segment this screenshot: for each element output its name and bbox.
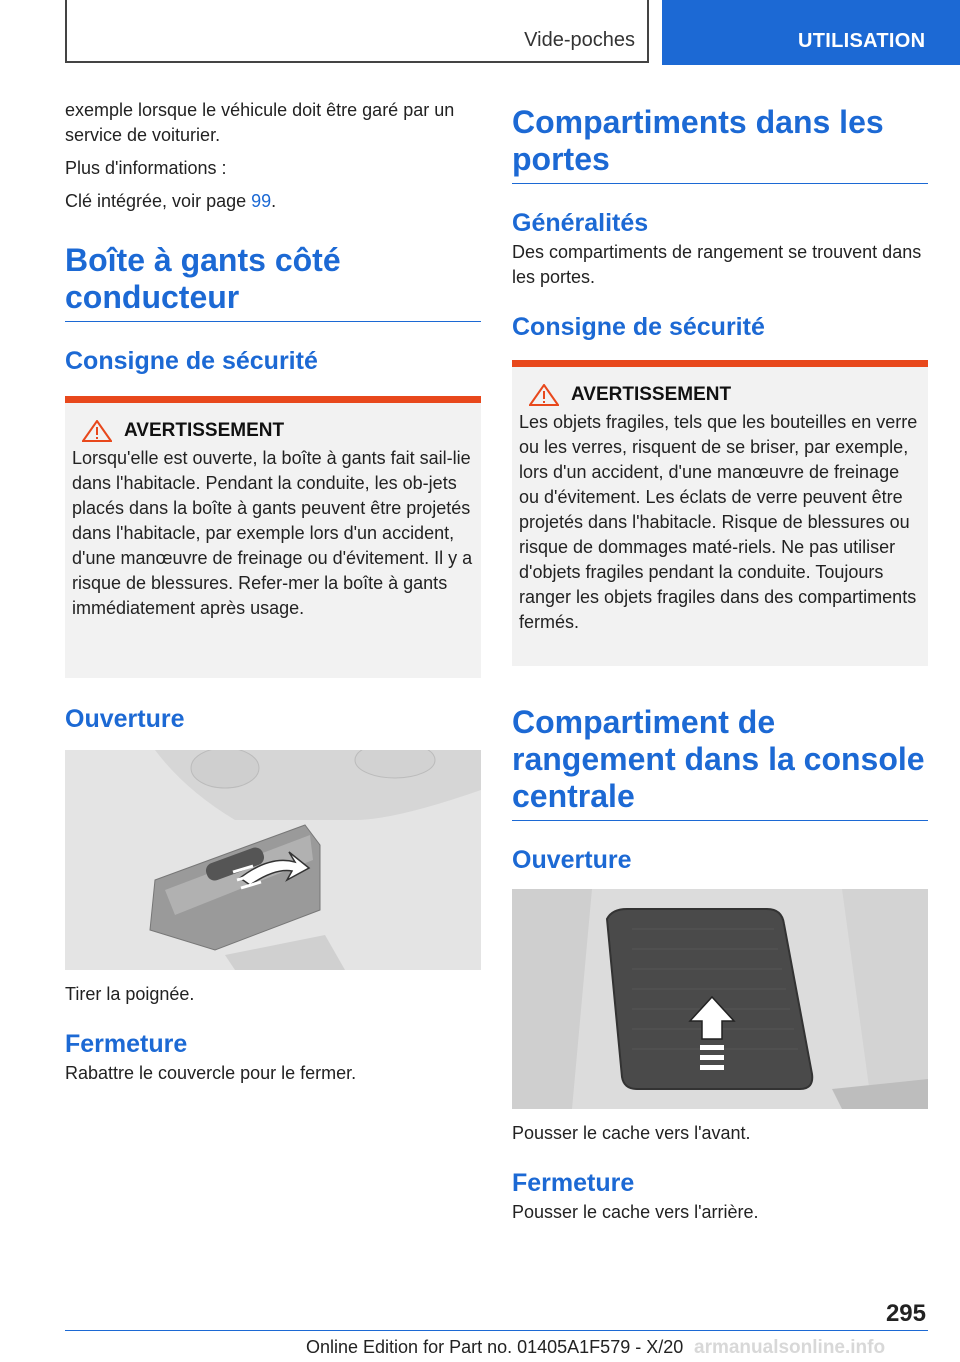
- warning-box-right: [512, 360, 928, 666]
- warning-title-left: [72, 420, 474, 442]
- heading-general: Généralités: [512, 209, 649, 237]
- close-instruction-right: Pousser le cache vers l'arrière.: [512, 1202, 759, 1222]
- watermark: armanualsonline.info: [694, 1337, 886, 1358]
- footer-divider: [65, 1330, 928, 1331]
- heading-open-left: Ouverture: [65, 705, 185, 733]
- intro-text-1: exemple lorsque le véhicule doit être garé par un service de voiturier.: [65, 100, 455, 145]
- warning-text-left: Lorsqu'elle est ouverte, la boîte à gants fait sail-lie dans l'habitacle. Pendant la conduite, les ob-jets placés dans la boîte à gants peuvent être projetés dans l'habitacle, par exemple lors d'un accident, d'une manœuvre de freinage ou d'évitement. Il y a risque de blessures. Refer-mer la boîte à gants immédiatement après usage.: [72, 448, 473, 618]
- warning-box-left: [65, 396, 481, 678]
- heading-close-left: Fermeture: [65, 1030, 188, 1058]
- close-instruction-left: Rabattre le couvercle pour le fermer.: [65, 1063, 357, 1083]
- warning-title-right: [519, 384, 921, 406]
- console-illustration: [512, 889, 928, 1109]
- heading-glovebox: Boîte à gants côté conducteur: [65, 242, 481, 322]
- console-figure: [512, 889, 928, 1109]
- header-section-title: Vide-poches: [524, 29, 635, 51]
- header-chapter-label: UTILISATION: [798, 30, 926, 52]
- warning-title-text-left: AVERTISSEMENT: [124, 420, 285, 441]
- heading-door-compartments: Compartiments dans les portes: [512, 104, 928, 184]
- intro-ref-end: .: [271, 191, 277, 211]
- glovebox-illustration: [65, 750, 481, 970]
- heading-open-right: Ouverture: [512, 846, 632, 874]
- glovebox-figure: [65, 750, 481, 970]
- left-column: [65, 98, 481, 1086]
- intro-ref-text: Clé intégrée, voir page: [65, 191, 252, 211]
- warning-title-text-right: AVERTISSEMENT: [571, 384, 732, 405]
- page-link-99[interactable]: 99: [251, 191, 272, 211]
- page-number: 295: [885, 1300, 926, 1327]
- intro-text-3: [65, 189, 481, 214]
- open-instruction-left: Tirer la poignée.: [65, 984, 195, 1004]
- warning-triangle-icon: [82, 420, 112, 442]
- heading-safety-left: Consigne de sécurité: [65, 347, 318, 375]
- footer-edition: Online Edition for Part no. 01405A1F579 - X/20: [306, 1337, 684, 1357]
- general-text: Des compartiments de rangement se trouvent dans les portes.: [512, 242, 922, 287]
- heading-close-right: Fermeture: [512, 1169, 635, 1197]
- intro-text-2: Plus d'informations :: [65, 158, 227, 178]
- warning-text-right: Les objets fragiles, tels que les bouteilles en verre ou les verres, risquent de se briser, par exemple, lors d'un accident, d'une manœuvre de freinage ou d'évitement. Les éclats de verre peuvent être projetés dans l'habitacle. Risque de blessures ou risque de dommages maté-riels. Ne pas utiliser d'objets fragiles pendant la conduite. Toujours ranger les objets fragiles dans des compartiments fermés.: [519, 412, 918, 632]
- heading-safety-right: Consigne de sécurité: [512, 313, 765, 341]
- header-chapter-tab: [662, 0, 960, 65]
- heading-console-compartment: Compartiment de rangement dans la console centrale: [512, 704, 928, 821]
- right-column: [512, 98, 928, 1225]
- warning-triangle-icon: [529, 384, 559, 406]
- open-instruction-right: Pousser le cache vers l'avant.: [512, 1123, 751, 1143]
